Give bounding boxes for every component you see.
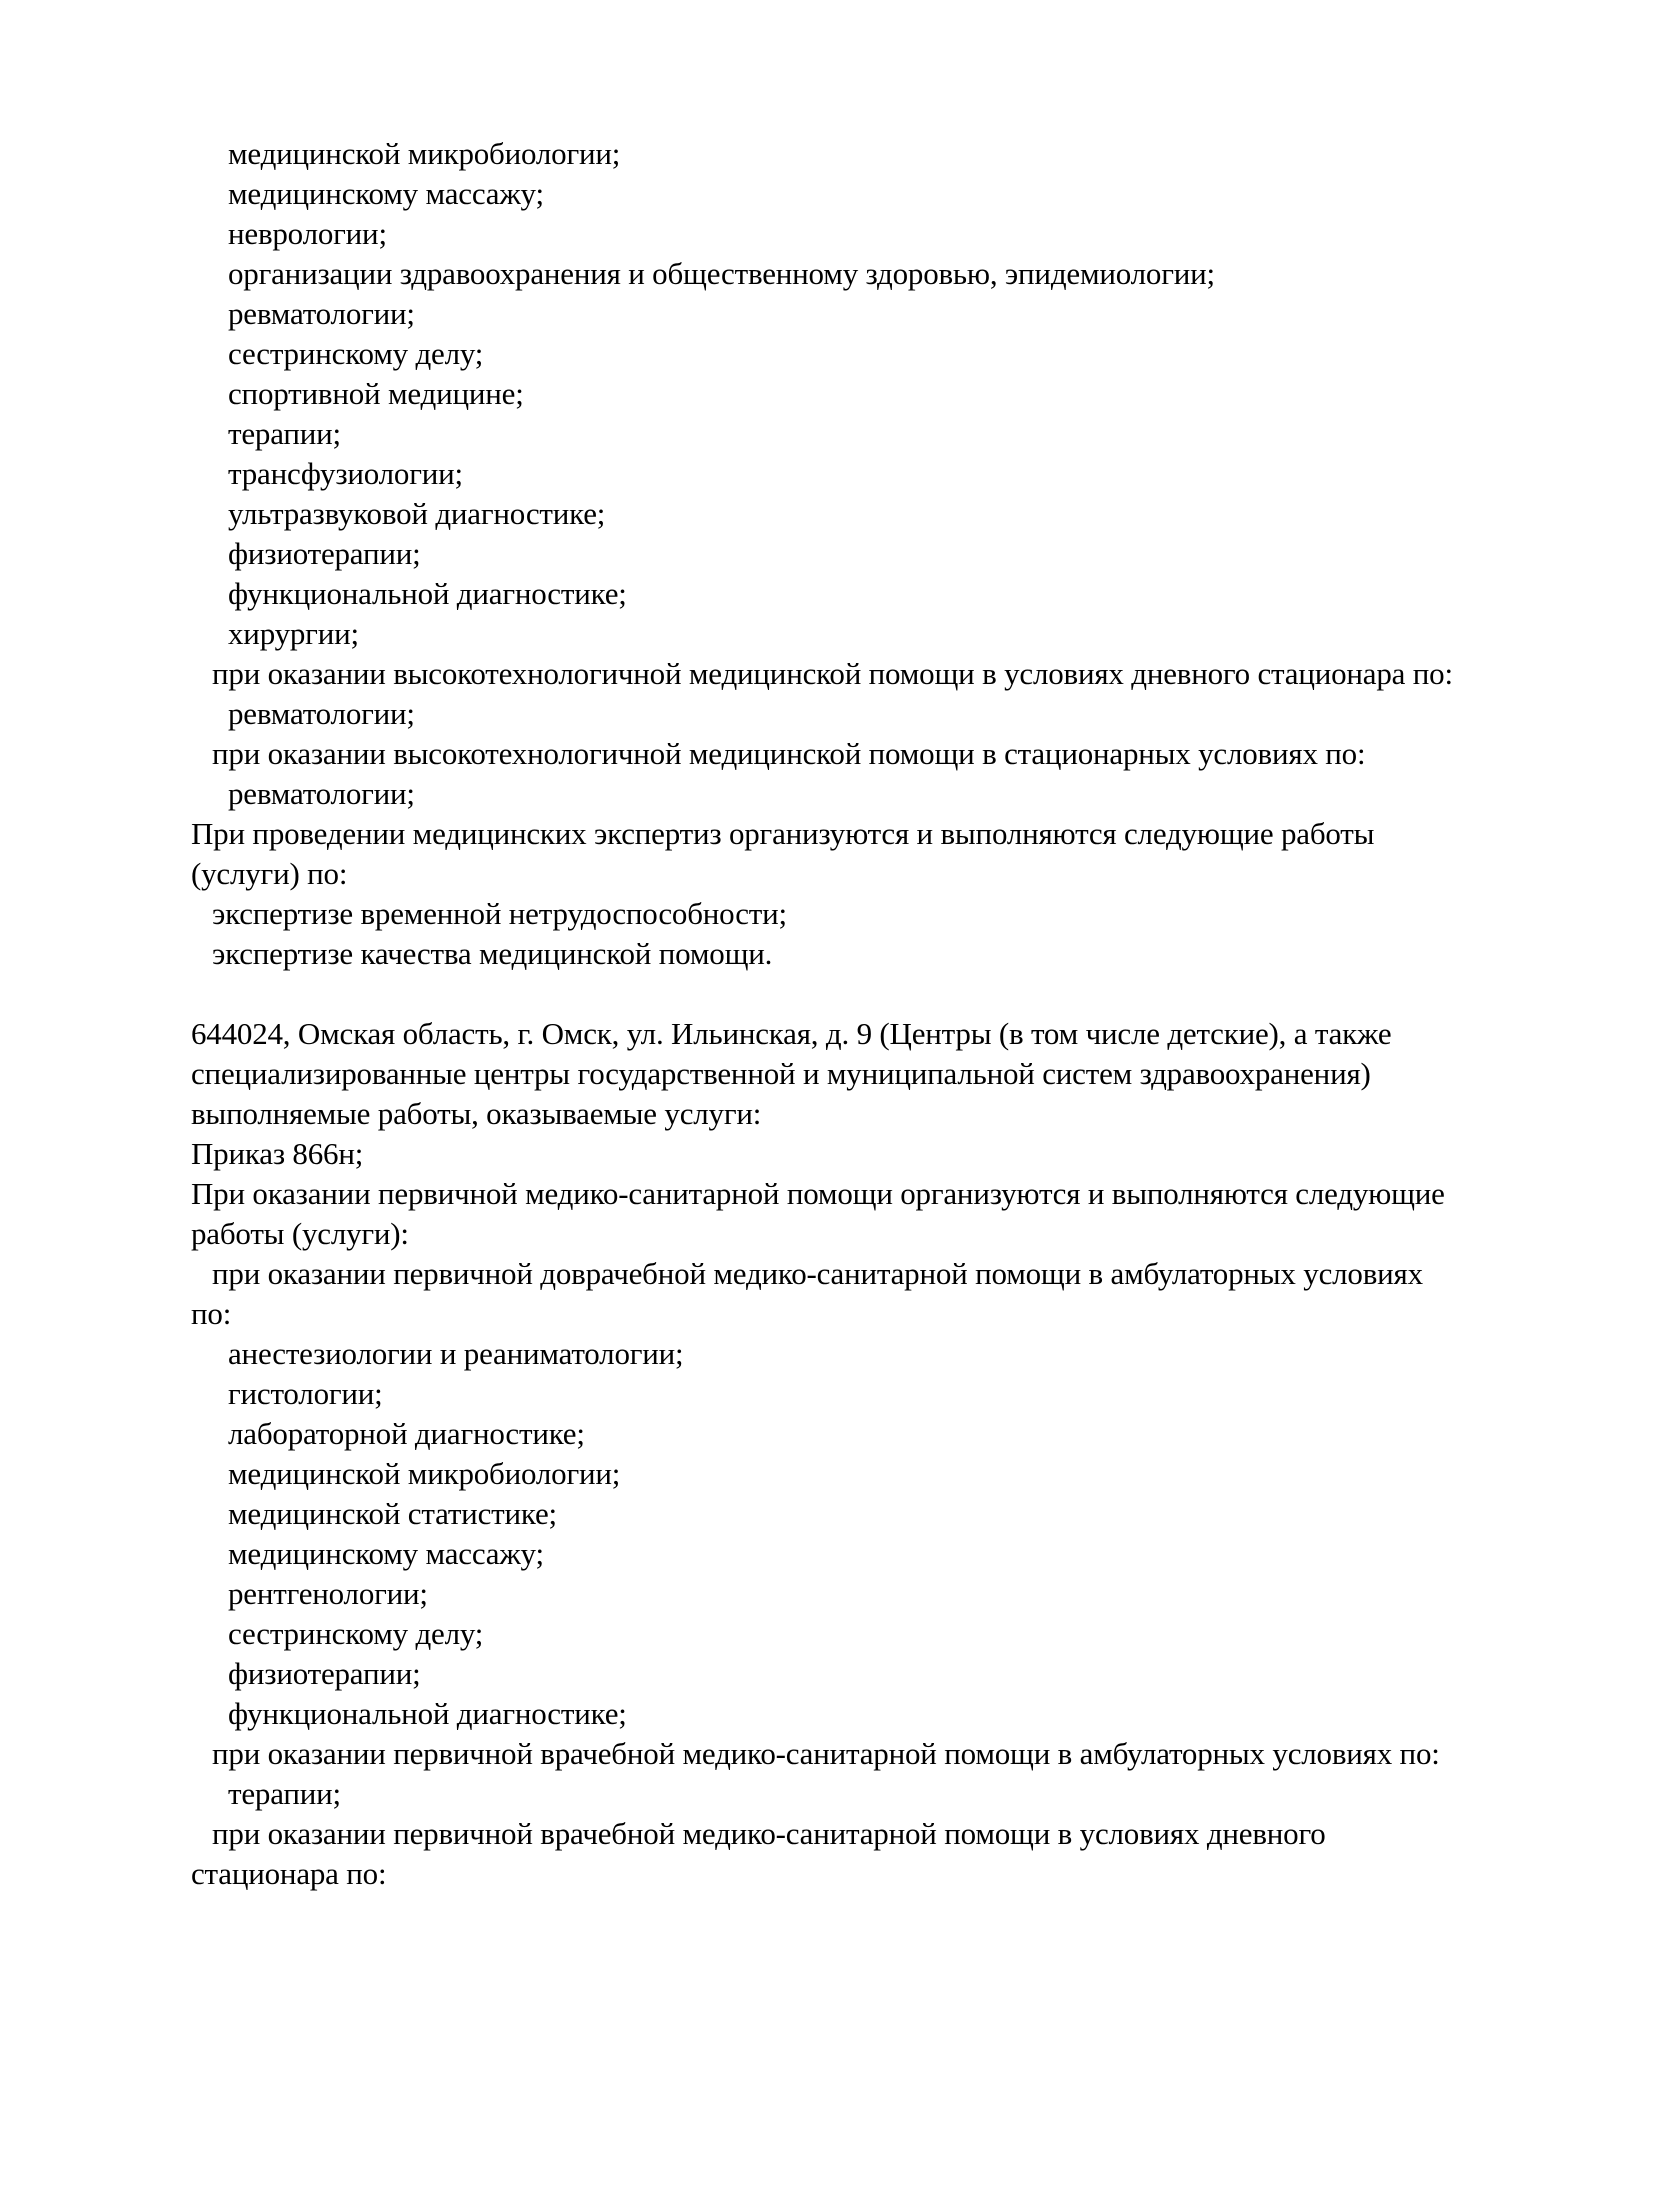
document-line: терапии; [228,416,341,451]
document-line: трансфузиологии; [228,456,463,491]
document-line: При оказании первичной медико-санитарной помощи организуются и выполняются следующие [191,1176,1445,1211]
document-line: хирургии; [228,616,359,651]
document-line: (услуги) по: [191,856,348,891]
document-line: терапии; [228,1776,341,1811]
document-line: При проведении медицинских экспертиз организуются и выполняются следующие работы [191,816,1375,851]
document-line: при оказании первичной врачебной медико-санитарной помощи в условиях дневного [212,1816,1326,1851]
document-line: лабораторной диагностике; [228,1416,585,1451]
document-line: спортивной медицине; [228,376,524,411]
document-blank-line [191,974,1593,1014]
document-line: Приказ 866н; [191,1136,364,1171]
document-line: ревматологии; [228,696,415,731]
document-line: сестринскому делу; [228,1616,484,1651]
document-line: экспертизе качества медицинской помощи. [212,936,773,971]
document-line: выполняемые работы, оказываемые услуги: [191,1096,762,1131]
document-line: функциональной диагностике; [228,1696,627,1731]
document-line: функциональной диагностике; [228,576,627,611]
document-line: при оказании высокотехнологичной медицинской помощи в стационарных условиях по: [212,736,1366,771]
document-line: стационара по: [191,1856,387,1891]
document-line: сестринскому делу; [228,336,484,371]
document-line: медицинскому массажу; [228,1536,544,1571]
document-line: рентгенологии; [228,1576,428,1611]
document-line: медицинскому массажу; [228,176,544,211]
document-line: анестезиологии и реаниматологии; [228,1336,684,1371]
document-line: медицинской микробиологии; [228,136,621,171]
document-line: медицинской статистике; [228,1496,557,1531]
document-line: ультразвуковой диагностике; [228,496,606,531]
document-line: ревматологии; [228,296,415,331]
document-line: физиотерапии; [228,1656,421,1691]
document-line: работы (услуги): [191,1216,409,1251]
document-line: экспертизе временной нетрудоспособности; [212,896,787,931]
document-line: при оказании высокотехнологичной медицинской помощи в условиях дневного стационара по: [212,656,1453,691]
document-line: при оказании первичной доврачебной медико-санитарной помощи в амбулаторных условиях [212,1256,1423,1291]
document-line: организации здравоохранения и общественному здоровью, эпидемиологии; [228,256,1215,291]
document-line: гистологии; [228,1376,383,1411]
document-line: неврологии; [228,216,387,251]
document-line: 644024, Омская область, г. Омск, ул. Ильинская, д. 9 (Центры (в том числе детские), а также [191,1016,1392,1051]
document-line: по: [191,1296,232,1331]
document-line: при оказании первичной врачебной медико-санитарной помощи в амбулаторных условиях по: [212,1736,1440,1771]
document-line: специализированные центры государственной и муниципальной систем здравоохранения) [191,1056,1371,1091]
document-line: медицинской микробиологии; [228,1456,621,1491]
document-line: ревматологии; [228,776,415,811]
document-line: физиотерапии; [228,536,421,571]
